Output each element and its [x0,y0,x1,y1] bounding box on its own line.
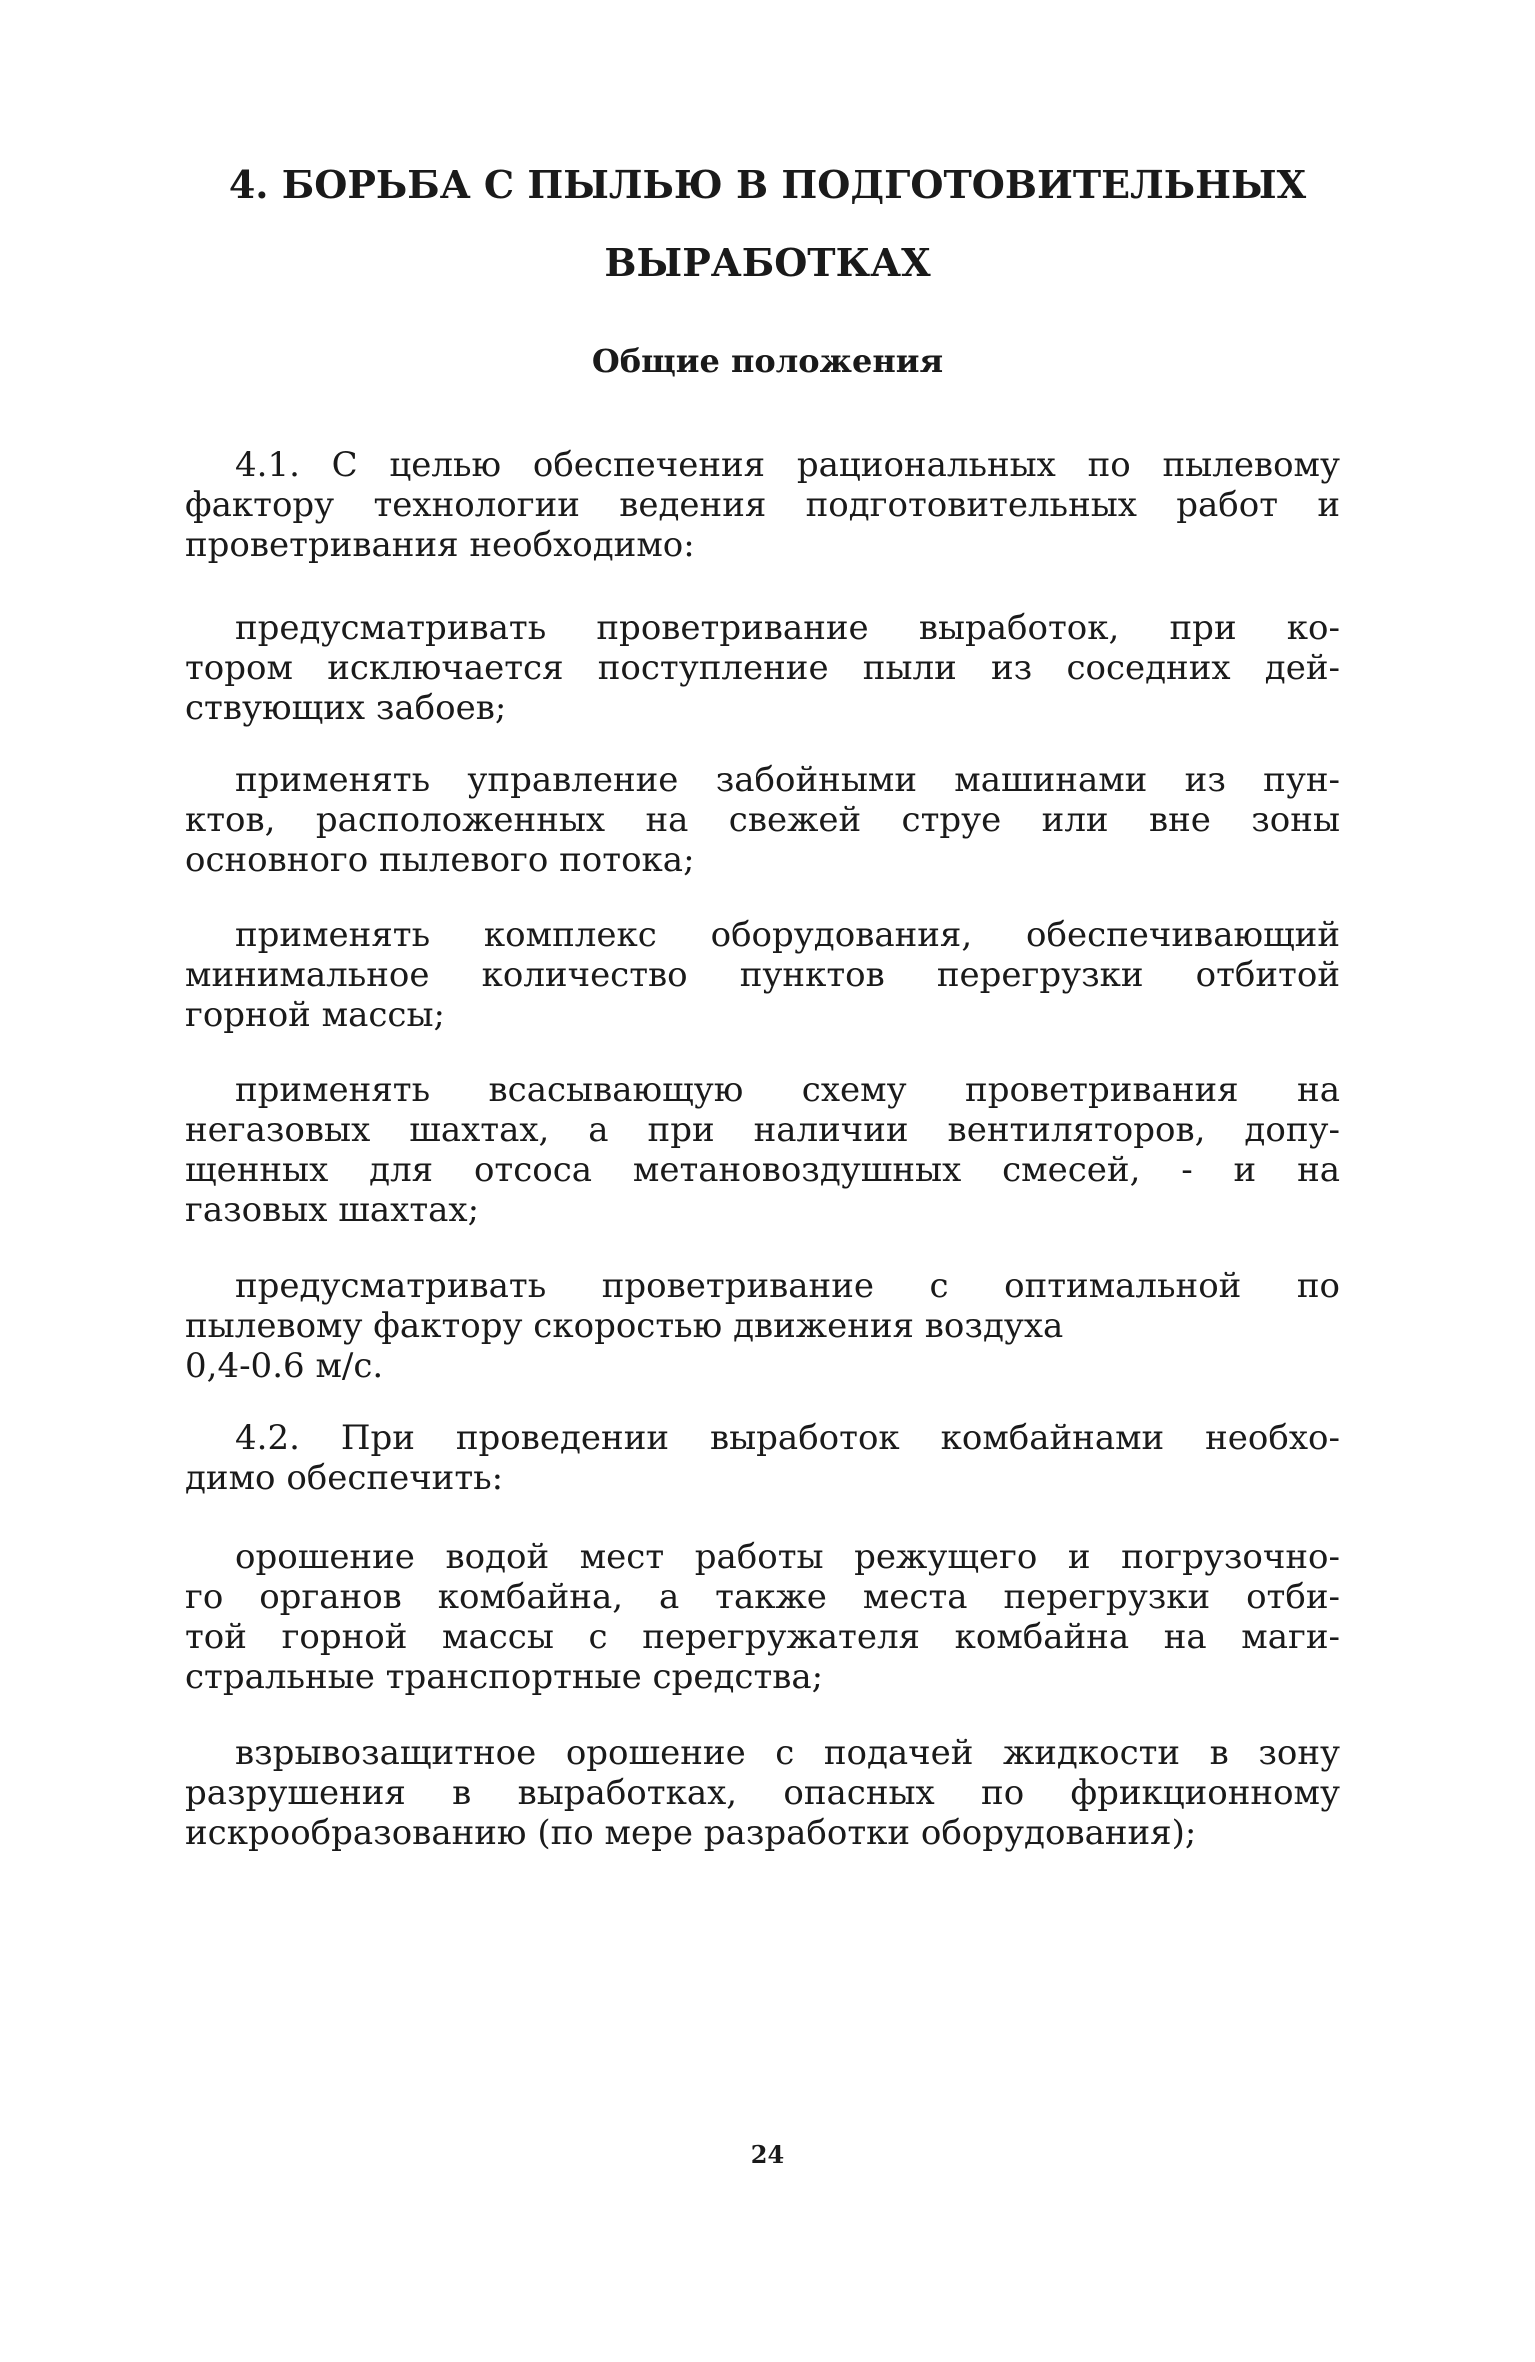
paragraph-line: фактору технологии ведения подготовительных работ и [185,485,1340,525]
list-item-air-speed [185,1266,1340,1386]
paragraph-line: газовых шахтах; [185,1190,480,1230]
paragraph-4-2 [185,1418,1340,1498]
paragraph-line: 4.1. С целью обеспечения рациональных по пылевому [235,445,1340,485]
paragraph-line: стральные транспортные средства; [185,1657,824,1697]
paragraph-line: разрушения в выработках, опасных по фрикционному [185,1773,1340,1813]
section-heading-line-2: ВЫРАБОТКАХ [604,240,931,285]
list-item-machine-control [185,760,1340,880]
paragraph-4-1 [185,445,1340,565]
paragraph-line: негазовых шахтах, а при наличии вентиляторов, допу- [185,1110,1340,1150]
paragraph-line: тором исключается поступление пыли из соседних дей- [185,648,1340,688]
paragraph-line: проветривания необходимо: [185,525,695,565]
list-item-equipment [185,915,1340,1035]
paragraph-line: горной массы; [185,995,445,1035]
paragraph-line: применять комплекс оборудования, обеспечивающий [235,915,1340,955]
section-heading-line-1: 4. БОРЬБА С ПЫЛЬЮ В ПОДГОТОВИТЕЛЬНЫХ [228,162,1307,207]
paragraph-line: минимальное количество пунктов перегрузки отбитой [185,955,1340,995]
list-item-water-spraying [185,1537,1340,1697]
paragraph-line: предусматривать проветривание выработок, при ко- [235,608,1340,648]
paragraph-line: ктов, расположенных на свежей струе или вне зоны [185,800,1340,840]
page-number: 24 [750,2140,785,2169]
list-item-suction-scheme [185,1070,1340,1230]
paragraph-line: го органов комбайна, а также места перегрузки отби- [185,1577,1340,1617]
paragraph-line: пылевому фактору скоростью движения воздуха [185,1306,1064,1346]
paragraph-line: предусматривать проветривание с оптимальной по [235,1266,1340,1306]
paragraph-line: 4.2. При проведении выработок комбайнами необхо- [235,1418,1340,1458]
paragraph-line: 0,4-0.6 м/с. [185,1346,384,1386]
list-item-explosion-protection [185,1733,1340,1853]
paragraph-line: щенных для отсоса метановоздушных смесей, - и на [185,1150,1340,1190]
list-item-ventilation [185,608,1340,728]
paragraph-line: той горной массы с перегружателя комбайна на маги- [185,1617,1340,1657]
paragraph-line: ствующих забоев; [185,688,507,728]
paragraph-line: основного пылевого потока; [185,840,695,880]
paragraph-line: искрообразованию (по мере разработки оборудования); [185,1813,1197,1853]
paragraph-line: орошение водой мест работы режущего и погрузочно- [235,1537,1340,1577]
paragraph-line: димо обеспечить: [185,1458,504,1498]
paragraph-line: взрывозащитное орошение с подачей жидкости в зону [235,1733,1340,1773]
paragraph-line: применять всасывающую схему проветривания на [235,1070,1340,1110]
subsection-heading: Общие положения [591,342,944,380]
paragraph-line: применять управление забойными машинами из пун- [235,760,1340,800]
